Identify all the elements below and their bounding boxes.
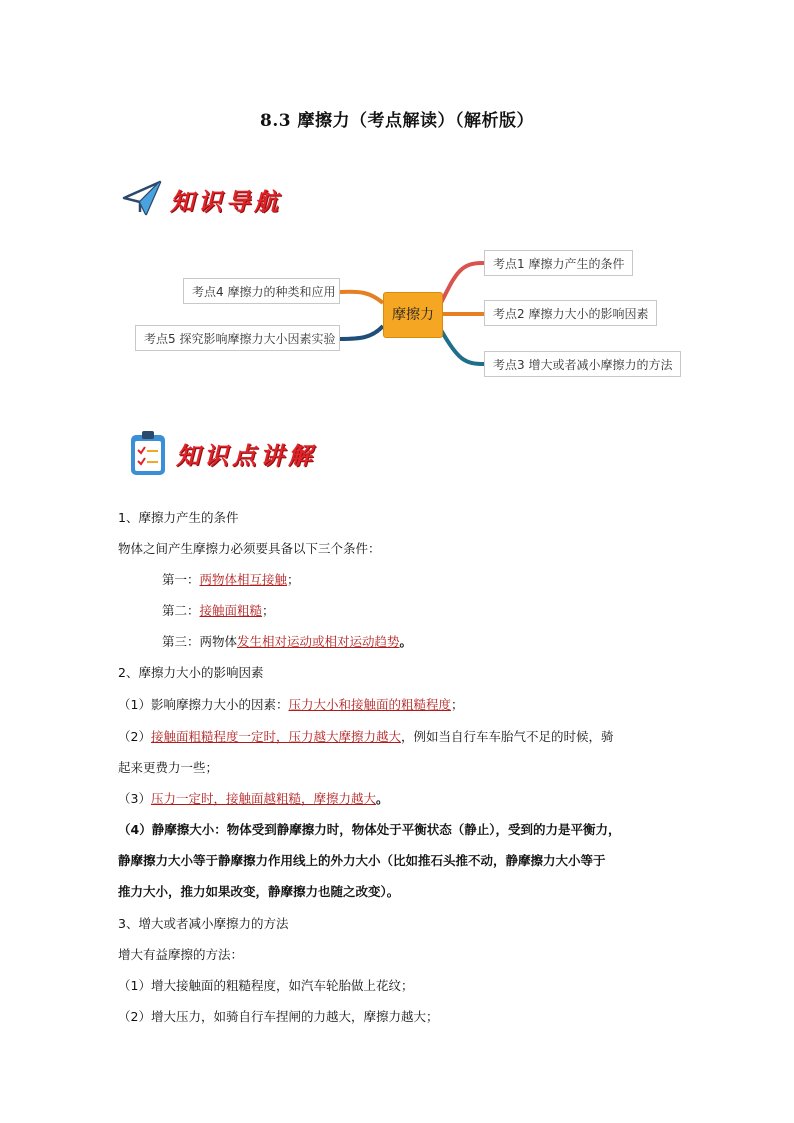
factor-2: （2）接触面粗糙程度一定时，压力越大摩擦力越大，例如当自行车车胎气不足的时候，骑 <box>118 729 614 744</box>
section-1-heading: 1、摩擦力产生的条件 <box>118 510 239 525</box>
mindmap-node-2: 考点2 摩擦力大小的影响因素 <box>484 300 657 326</box>
factor-1: （1）影响摩擦力大小的因素：压力大小和接触面的粗糙程度； <box>118 697 464 712</box>
factor-2-cont: 起来更费力一些； <box>118 760 219 775</box>
mindmap-connectors <box>0 0 794 400</box>
mindmap-node-1: 考点1 摩擦力产生的条件 <box>484 250 633 276</box>
section-1-intro: 物体之间产生摩擦力必须要具备以下三个条件： <box>118 541 381 556</box>
condition-1: 第一：两物体相互接触； <box>162 572 300 587</box>
clipboard-icon <box>128 430 168 476</box>
section-2-heading: 2、摩擦力大小的影响因素 <box>118 665 264 680</box>
factor-4-line-3: 推力大小，推力如果改变，静摩擦力也随之改变）。 <box>118 884 400 899</box>
mindmap-node-3: 考点3 增大或者减小摩擦力的方法 <box>484 351 681 377</box>
mindmap-center-node: 摩擦力 <box>383 292 443 338</box>
condition-2: 第二：接触面粗糙； <box>162 603 275 618</box>
section-3-intro: 增大有益摩擦的方法： <box>118 947 244 962</box>
mindmap-node-4: 考点4 摩擦力的种类和应用 <box>183 278 340 304</box>
method-2: （2）增大压力，如骑自行车捏闸的力越大，摩擦力越大； <box>118 1009 439 1024</box>
factor-4-line-1: （4）静摩擦大小：物体受到静摩擦力时，物体处于平衡状态（静止），受到的力是平衡力， <box>118 822 621 837</box>
section-3-heading: 3、增大或者减小摩擦力的方法 <box>118 916 289 931</box>
factor-3: （3）压力一定时，接触面越粗糙，摩擦力越大。 <box>118 791 389 806</box>
mindmap-node-5: 考点5 探究影响摩擦力大小因素实验 <box>135 325 340 351</box>
points-banner-title: 知识点讲解 <box>176 441 316 470</box>
page-title: 8.3 摩擦力（考点解读）（解析版） <box>260 111 534 131</box>
nav-banner-title: 知识导航 <box>170 187 282 216</box>
method-1: （1）增大接触面的粗糙程度，如汽车轮胎做上花纹； <box>118 978 414 993</box>
factor-4-line-2: 静摩擦力大小等于静摩擦力作用线上的外力大小（比如推石头推不动，静摩擦力大小等于 <box>118 853 606 868</box>
condition-3: 第三：两物体发生相对运动或相对运动趋势。 <box>162 634 413 649</box>
